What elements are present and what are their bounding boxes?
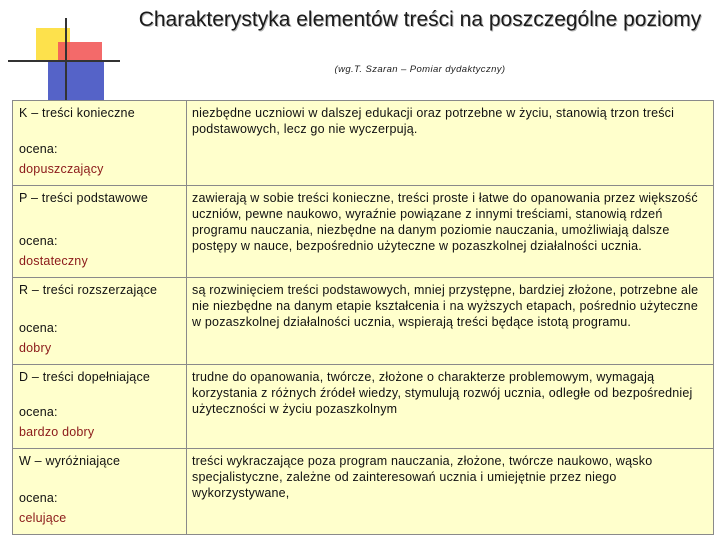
level-description: zawierają w sobie treści konieczne, treści proste i łatwe do opanowania przez większość uczniów, pewne naukowo, wyraźnie powiązane z innymi treściami, stanowią rdzeń programu nauczania, niezbędne na danym poziomie nauczania, umożliwiają dalsze postępy w nauce, bezpośrednio użyteczne w pozaszkolnej działalności ucznia. [187, 186, 714, 278]
table-row [13, 278, 714, 365]
slide-subtitle: (wg.T. Szaran – Pomiar dydaktyczny) [334, 64, 506, 75]
level-description: treści wykraczające poza program nauczania, złożone, twórcze naukowo, wąsko specjalistyczne, zależne od zainteresowań ucznia i umiejętnie przez niego wykorzystywane, [187, 449, 714, 535]
level-description: niezbędne uczniowi w dalszej edukacji oraz potrzebne w życiu, stanowią trzon treści podstawowych, lecz go nie wyczerpują. [187, 101, 714, 186]
level-category: R – treści rozszerzające [19, 283, 158, 297]
slide-title: Charakterystyka elementów treści na poszczególne poziomy [138, 8, 702, 31]
grade-value: bardzo dobry [19, 425, 95, 439]
level-cell [13, 101, 187, 186]
grade-label: ocena: [19, 491, 58, 505]
level-cell [13, 449, 187, 535]
grade-block [19, 488, 66, 528]
grade-value: dostateczny [19, 254, 88, 268]
table-row [13, 365, 714, 449]
level-category: D – treści dopełniające [19, 370, 151, 384]
level-cell [13, 365, 187, 449]
level-category: P – treści podstawowe [19, 191, 149, 205]
grade-block [19, 231, 88, 271]
grade-value: dobry [19, 341, 52, 355]
grade-label: ocena: [19, 405, 58, 419]
grade-block [19, 318, 58, 358]
table-row [13, 186, 714, 278]
grade-block [19, 139, 104, 179]
level-category: K – treści konieczne [19, 106, 135, 120]
grade-value: celujące [19, 511, 67, 525]
grade-value: dopuszczający [19, 162, 104, 176]
table-row [13, 449, 714, 535]
level-cell [13, 278, 187, 365]
grade-label: ocena: [19, 321, 58, 335]
table-row [13, 101, 714, 186]
level-category: W – wyróżniające [19, 454, 121, 468]
grade-label: ocena: [19, 142, 58, 156]
grade-label: ocena: [19, 234, 58, 248]
decor-horizontal-line [8, 60, 120, 62]
level-description: są rozwinięciem treści podstawowych, mniej przystępne, bardziej złożone, potrzebne ale nie niezbędne na danym etapie kształcenia i na wyższych etapach, pośrednio użyteczne w pozaszkolnej działalności ucznia, wspierają treści będące istotą programu. [187, 278, 714, 365]
grade-block [19, 402, 94, 442]
content-levels-table [12, 100, 714, 535]
level-description: trudne do opanowania, twórcze, złożone o charakterze problemowym, wymagają korzystania z różnych źródeł wiedzy, stymulują rozwój ucznia, odległe od bezpośredniej użyteczności w życiu pozaszkolnym [187, 365, 714, 449]
level-cell [13, 186, 187, 278]
decor-blue-square [48, 62, 104, 100]
